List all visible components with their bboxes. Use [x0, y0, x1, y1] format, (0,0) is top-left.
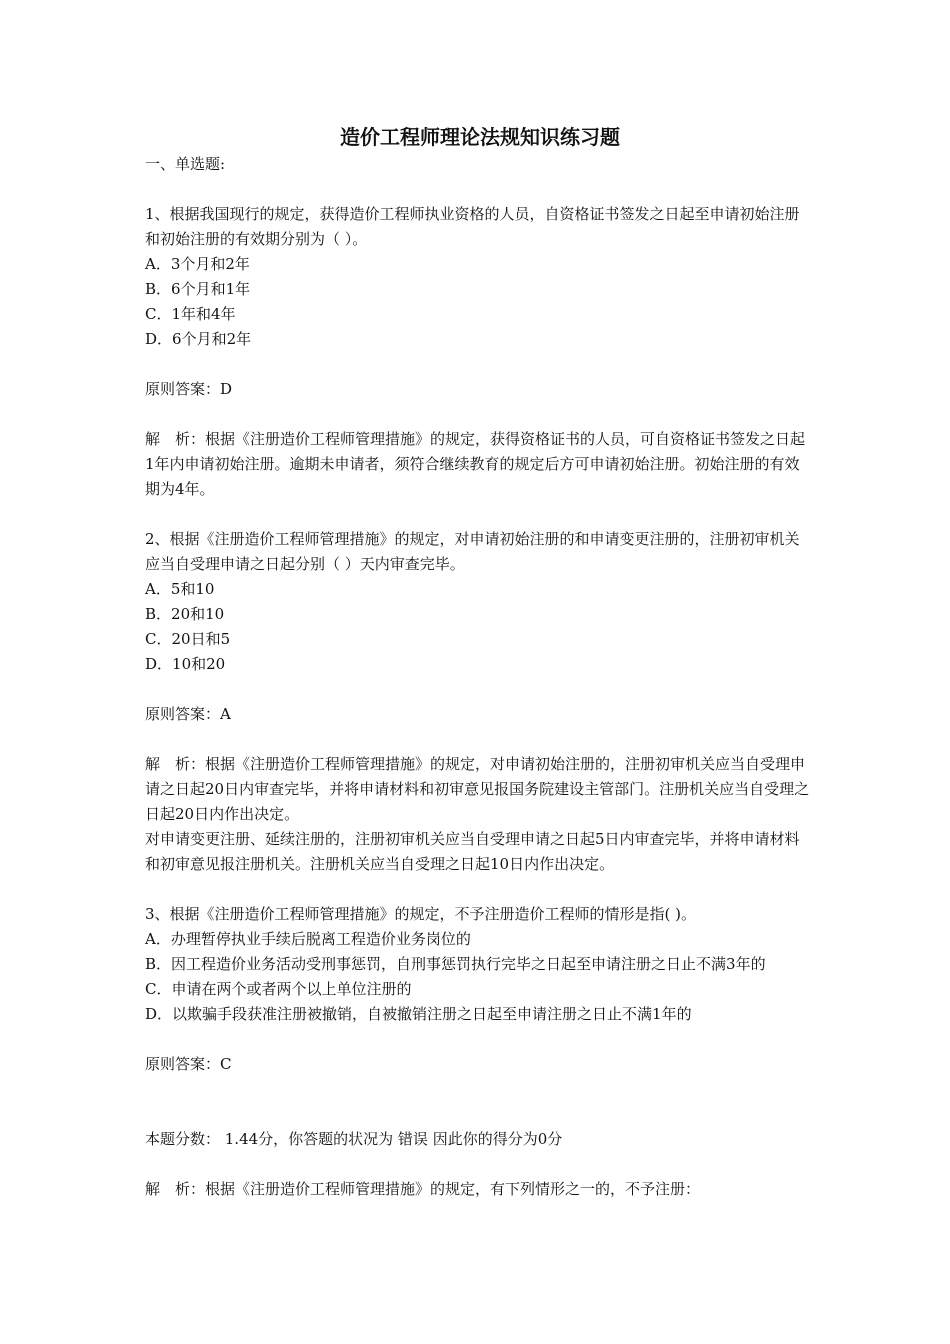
option-c: C．1年和4年 [145, 305, 236, 323]
analysis-paragraph: 对申请变更注册、延续注册的，注册初审机关应当自受理申请之日起5日内审查完毕，并将申请材料和初审意见报注册机关。注册机关应当自受理之日起10日内作出决定。 [145, 830, 800, 873]
analysis-paragraph: 解 析：根据《注册造价工程师管理措施》的规定，对申请初始注册的，注册初审机关应当自受理申请之日起20日内审查完毕，并将申请材料和初审意见报国务院建设主管部门。注册机关应当自受理之日起20日内作出决定。 [145, 755, 810, 823]
option-a: A．办理暂停执业手续后脱离工程造价业务岗位的 [145, 930, 471, 948]
section-heading: 一、单选题: [145, 155, 226, 173]
score-line: 本题分数： 1.44分，你答题的状况为 错误 因此你的得分为0分 [145, 1130, 563, 1148]
option-c: C．20日和5 [145, 630, 231, 648]
answer-line: 原则答案：A [145, 705, 231, 723]
option-d: D．10和20 [145, 655, 226, 673]
question-stem: 2、根据《注册造价工程师管理措施》的规定，对申请初始注册的和申请变更注册的，注册初审机关应当自受理申请之日起分别（ ）天内审查完毕。 [145, 530, 800, 573]
option-b: B．6个月和1年 [145, 280, 251, 298]
page-title: 造价工程师理论法规知识练习题 [340, 125, 620, 149]
option-d: D．以欺骗手段获准注册被撤销，自被撤销注册之日起至申请注册之日止不满1年的 [145, 1005, 692, 1023]
analysis-paragraph: 解 析：根据《注册造价工程师管理措施》的规定，有下列情形之一的，不予注册： [145, 1180, 701, 1198]
answer-line: 原则答案：C [145, 1055, 232, 1073]
document-body [145, 122, 813, 1202]
option-c: C．申请在两个或者两个以上单位注册的 [145, 980, 412, 998]
option-b: B．20和10 [145, 605, 225, 623]
option-b: B．因工程造价业务活动受刑事惩罚，自刑事惩罚执行完毕之日起至申请注册之日止不满3年的 [145, 955, 766, 973]
answer-line: 原则答案：D [145, 380, 233, 398]
option-a: A．5和10 [145, 580, 215, 598]
analysis-paragraph: 解 析：根据《注册造价工程师管理措施》的规定，获得资格证书的人员，可自资格证书签发之日起1年内申请初始注册。逾期未申请者，须符合继续教育的规定后方可申请初始注册。初始注册的有效期为4年。 [145, 430, 806, 498]
question-stem: 1、根据我国现行的规定，获得造价工程师执业资格的人员，自资格证书签发之日起至申请初始注册和初始注册的有效期分别为（ ）。 [145, 205, 800, 248]
question-stem: 3、根据《注册造价工程师管理措施》的规定，不予注册造价工程师的情形是指( )。 [145, 905, 697, 923]
option-d: D．6个月和2年 [145, 330, 252, 348]
option-a: A．3个月和2年 [145, 255, 250, 273]
